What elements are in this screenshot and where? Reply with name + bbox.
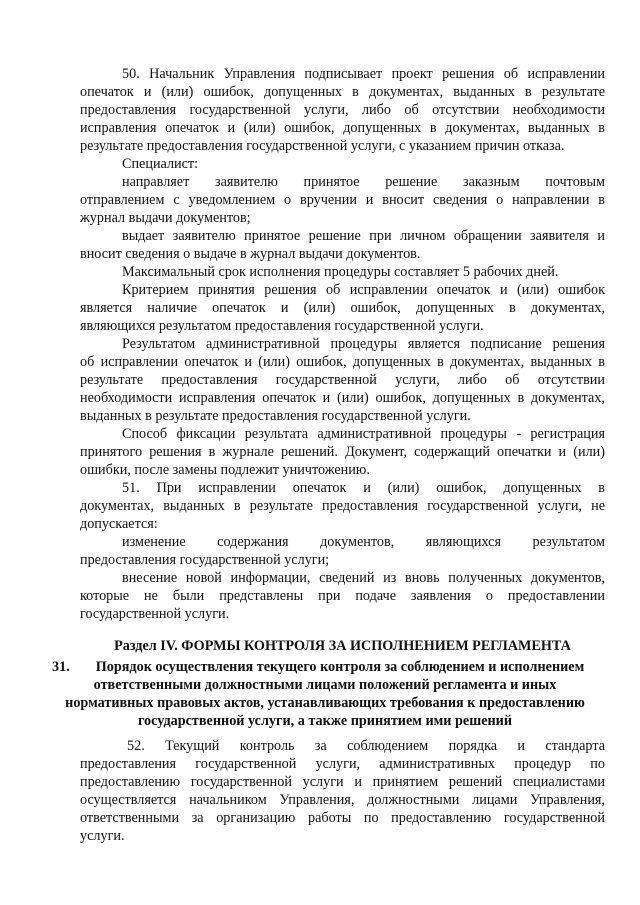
paragraph-52-line: 52. Текущий контроль за соблюдением порядка и стандарта bbox=[127, 738, 605, 754]
change-paragraph-line: предоставления государственной услуги; bbox=[80, 552, 330, 568]
paragraph-50-line: 50. Начальник Управления подписывает проект решения об исправлении bbox=[122, 66, 605, 82]
criterion-paragraph-line: является наличие опечаток и (или) ошибок, допущенных в документах, bbox=[80, 300, 605, 316]
result-paragraph-line: выданных в результате предоставления государственной услуги. bbox=[80, 408, 471, 424]
max-term-paragraph: Максимальный срок исполнения процедуры составляет 5 рабочих дней. bbox=[122, 264, 559, 280]
paragraph-51-line: 51. При исправлении опечаток и (или) ошибок, допущенных в bbox=[122, 480, 605, 496]
paragraph-52-line: ответственными за организацию работы по предоставлению государственной bbox=[80, 810, 605, 826]
criterion-paragraph-line: являющихся результатом предоставления государственной услуги. bbox=[80, 318, 484, 334]
paragraph-51-line: документах, выданных в результате предоставления государственной услуги, не bbox=[80, 498, 605, 514]
paragraph-50-line: опечаток и (или) ошибок, допущенных в документах, выданных в результате bbox=[80, 84, 605, 100]
paragraph-52-line: услуги. bbox=[80, 828, 125, 844]
subsection-number: 31. bbox=[52, 659, 70, 675]
result-paragraph-line: Результатом административной процедуры является подписание решения bbox=[122, 336, 605, 352]
paragraph-50-line: результате предоставления государственной услуги, с указанием причин отказа. bbox=[80, 138, 565, 154]
criterion-paragraph-line: Критерием принятия решения об исправлении опечаток и (или) ошибок bbox=[122, 282, 605, 298]
new-info-paragraph-line: внесение новой информации, сведений из вновь полученных документов, bbox=[122, 570, 605, 586]
paragraph-52-line: предоставлению государственной услуги и принятием решений специалистами bbox=[80, 774, 605, 790]
paragraph-51-line: допускается: bbox=[80, 516, 158, 532]
specialist-label: Специалист: bbox=[122, 156, 199, 172]
section-title: Раздел IV. ФОРМЫ КОНТРОЛЯ ЗА ИСПОЛНЕНИЕМ РЕГЛАМЕНТА bbox=[114, 638, 571, 654]
send-paragraph-line: отправлением с уведомлением о вручении и вносит сведения о направлении в bbox=[80, 192, 605, 208]
fixation-paragraph-line: принятого решения в журнале решений. Документ, содержащий опечатки и (или) bbox=[80, 444, 605, 460]
paragraph-52-line: осуществляется начальником Управления, должностными лицами Управления, bbox=[80, 792, 605, 808]
new-info-paragraph-line: которые не были представлены при подаче заявления о предоставлении bbox=[80, 588, 605, 604]
paragraph-50-line: исправления опечаток и (или) ошибок, допущенных в документах, выданных в bbox=[80, 120, 605, 136]
change-paragraph-line: изменение содержания документов, являющихся результатом bbox=[122, 534, 605, 550]
paragraph-52-line: предоставления государственной услуги, административных процедур по bbox=[80, 756, 605, 772]
issue-paragraph-line: вносит сведения о выдаче в журнал выдачи документов. bbox=[80, 246, 421, 262]
fixation-paragraph-line: ошибки, после замены подлежит уничтожению. bbox=[80, 462, 370, 478]
paragraph-50-line: предоставления государственной услуги, либо об отсутствии необходимости bbox=[80, 102, 605, 118]
issue-paragraph-line: выдает заявителю принятое решение при личном обращении заявителя и bbox=[122, 228, 605, 244]
result-paragraph-line: необходимости исправления опечаток и (или) ошибок, допущенных в документах, bbox=[80, 390, 605, 406]
new-info-paragraph-line: государственной услуги. bbox=[80, 606, 230, 622]
send-paragraph-line: журнал выдачи документов; bbox=[80, 210, 251, 226]
subsection-title-line: государственной услуги, а также принятием ими решений bbox=[137, 713, 513, 729]
result-paragraph-line: результате предоставления государственной услуги, либо об отсутствии bbox=[80, 372, 605, 388]
subsection-title-line: Порядок осуществления текущего контроля за соблюдением и исполнением bbox=[95, 659, 585, 675]
subsection-title-line: ответственными должностными лицами положений регламента и иных bbox=[93, 677, 557, 693]
fixation-paragraph-line: Способ фиксации результата административной процедуры - регистрация bbox=[122, 426, 605, 442]
subsection-title-line: нормативных правовых актов, устанавливающих требования к предоставлению bbox=[65, 695, 585, 711]
send-paragraph-line: направляет заявителю принятое решение заказным почтовым bbox=[122, 174, 605, 190]
result-paragraph-line: об исправлении опечаток и (или) ошибок, допущенных в документах, выданных в bbox=[80, 354, 605, 370]
